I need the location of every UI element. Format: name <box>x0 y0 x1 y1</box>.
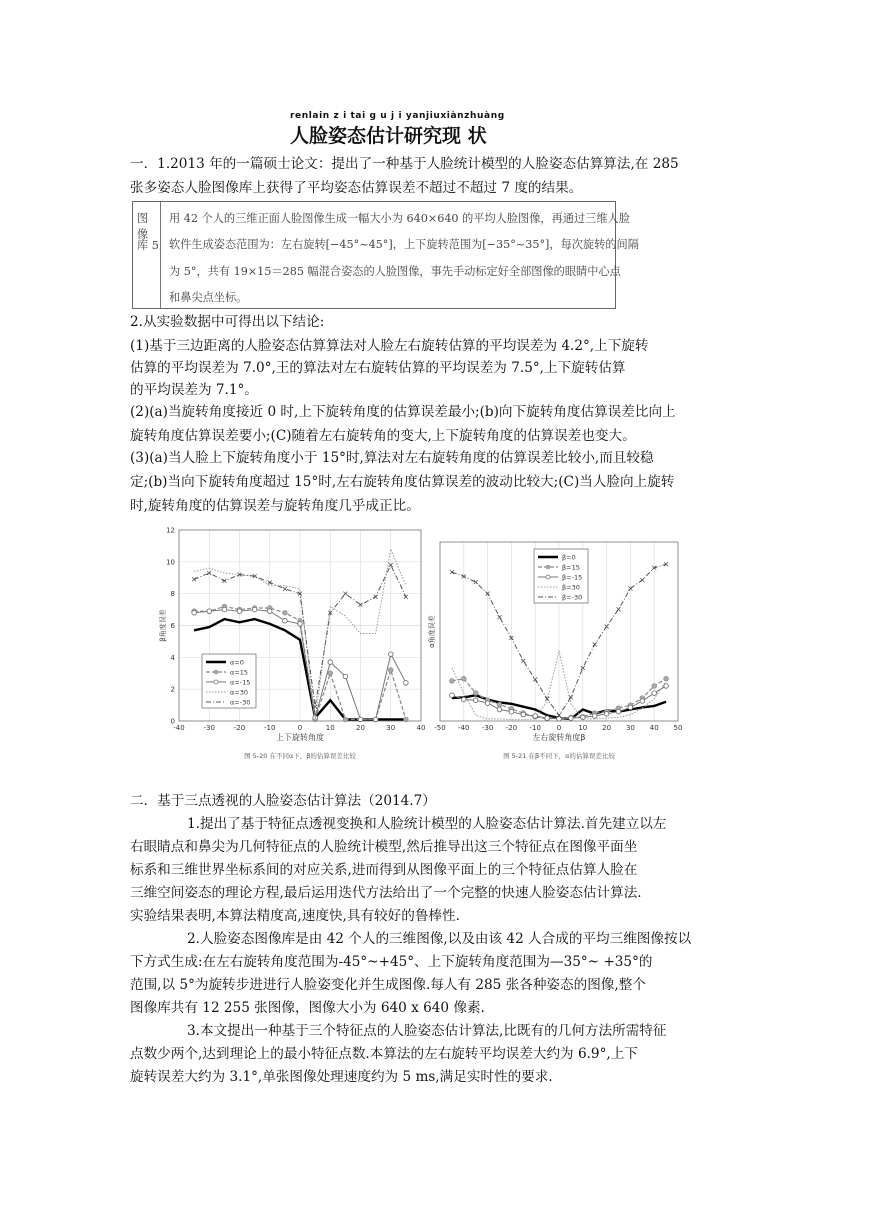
figure-charts <box>159 524 700 769</box>
table-label-line: 库 5 <box>137 239 159 252</box>
data-point <box>462 697 467 702</box>
data-point <box>404 681 409 686</box>
x-axis-label: 上下旋转角度 <box>276 733 324 742</box>
section2-line: 1.提出了基于特征点透视变换和人脸统计模型的人脸姿态估计算法.首先建立以左 <box>187 816 667 832</box>
table-text-line: 和鼻尖点坐标。 <box>169 291 248 304</box>
section2-heading: 二．基于三点透视的人脸姿态估计算法（2014.7） <box>130 793 436 809</box>
data-point <box>533 714 538 719</box>
legend-label: β=-30 <box>562 593 583 602</box>
data-point <box>283 587 287 591</box>
table-text-line: 用 42 个人的三维正面人脸图像生成一幅大小为 640×640 的平均人脸图像，再通过三维人脸 <box>169 212 630 225</box>
data-point <box>640 578 644 582</box>
y-tick-label: 0 <box>170 717 175 726</box>
data-point <box>192 610 197 615</box>
data-point <box>328 660 333 665</box>
dataset-table <box>132 201 639 309</box>
data-point <box>374 595 378 599</box>
data-point <box>252 607 257 612</box>
y-tick-label: 2 <box>170 685 175 694</box>
y-axis-label: β角度误差 <box>159 609 167 642</box>
figure-caption: 图 5-20 在不同α下，β的估算误差比较 <box>244 752 356 760</box>
x-tick-label: -40 <box>458 724 470 732</box>
x-tick-label: 50 <box>673 724 683 732</box>
x-tick-label: -20 <box>233 724 246 732</box>
section2-line: 右眼睛点和鼻尖为几何特征点的人脸统计模型,然后推导出这三个特征点在图像平面坐 <box>130 839 638 855</box>
data-point <box>545 716 550 721</box>
data-point <box>282 610 287 615</box>
legend-marker <box>214 680 218 684</box>
x-tick-label: 30 <box>625 724 635 732</box>
table-text-line: 软件生成姿态范围为：左右旋转[−45°~45°]，上下旋转范围为[−35°~35°]，每次旋转的间隔 <box>169 238 639 251</box>
data-point <box>298 622 303 627</box>
data-point <box>592 714 597 719</box>
section1-line: 一．1.2013 年的一篇硕士论文：提出了一种基于人脸统计模型的人脸姿态估算算法,在 285 <box>130 156 679 172</box>
data-point <box>267 609 272 614</box>
data-point <box>450 570 454 574</box>
x-tick-label: 40 <box>649 724 659 732</box>
data-point <box>604 712 609 717</box>
x-tick-label: 0 <box>297 724 303 732</box>
x-tick-label: 20 <box>356 724 365 732</box>
x-tick-label: -30 <box>203 724 215 732</box>
x-tick-label: -30 <box>481 724 494 732</box>
data-point <box>207 609 212 614</box>
data-point <box>388 668 393 673</box>
conclusion-line: 2.从实验数据中可得出以下结论: <box>130 314 325 330</box>
data-point <box>628 705 633 710</box>
figure-caption: 图 5-21 在β不同下，α的估算误差比较 <box>503 752 615 760</box>
legend-label: α=-15 <box>230 678 251 687</box>
data-point <box>593 642 597 646</box>
x-tick-label: 20 <box>602 724 612 732</box>
x-tick-label: -20 <box>505 724 518 732</box>
data-point <box>509 709 514 714</box>
data-point <box>497 702 502 707</box>
section2-line: 实验结果表明,本算法精度高,速度快,具有较好的鲁棒性. <box>130 908 460 924</box>
data-point <box>521 712 526 717</box>
data-point <box>358 717 363 722</box>
x-tick-label: 10 <box>578 724 588 732</box>
data-point <box>343 674 348 679</box>
data-point <box>403 717 408 722</box>
data-point <box>521 659 525 663</box>
data-point <box>237 609 242 614</box>
page-title: 人脸姿态估计研究现 状 <box>290 125 487 147</box>
section2-line: 旋转误差大约为 3.1°,单张图像处理速度约为 5 ms,满足实时性的要求. <box>130 1069 553 1085</box>
data-point <box>652 684 657 689</box>
y-axis-label: α角度误差 <box>428 615 436 648</box>
table-label-line: 图 像 <box>137 212 149 241</box>
y-tick-label: 6 <box>170 622 175 630</box>
data-point <box>640 699 645 704</box>
data-point <box>473 691 478 696</box>
conclusion-line: 旋转角度估算误差要小;(C)随着左右旋转角的变大,上下旋转角度的估算误差也变大。 <box>130 428 636 444</box>
data-point <box>388 652 393 657</box>
legend-label: β=30 <box>562 583 580 592</box>
section2-line: 下方式生成:在左右旋转角度范围为-45°~+45°、上下旋转角度范围为—35°~ +35°的 <box>130 954 653 970</box>
data-point <box>569 695 573 699</box>
section2-line: 标系和三维世界坐标系间的对应关系,进而得到从图像平面上的三个特征点估算人脸在 <box>130 862 638 878</box>
section2-line: 范围,以 5°为旋转步进进行人脸姿变化并生成图像.每人有 285 张各种姿态的图像,整个 <box>130 977 646 993</box>
table-text-line: 为 5°，共有 19×15＝285 幅混合姿态的人脸图像，事先手动标定好全部图像的眼睛中心点 <box>169 265 621 278</box>
section2-line: 2.人脸姿态图像库是由 42 个人的三维图像,以及由该 42 人合成的平均三维图像按以 <box>187 931 692 947</box>
legend-marker <box>214 670 218 674</box>
data-point <box>450 693 455 698</box>
data-point <box>664 676 669 681</box>
data-point <box>461 676 466 681</box>
table-label-cell <box>133 202 161 308</box>
pinyin-annotation: renlain z i tai g u j i yanjiuxiànzhuàng <box>290 111 505 121</box>
x-tick-label: 0 <box>556 724 562 732</box>
data-point <box>192 577 196 581</box>
y-tick-label: 10 <box>166 558 175 567</box>
legend-label: α=-30 <box>230 698 251 707</box>
legend-marker <box>546 565 550 569</box>
data-point <box>569 716 574 721</box>
legend-marker <box>546 575 550 579</box>
data-point <box>617 607 621 611</box>
data-point <box>404 595 408 599</box>
x-tick-label: -50 <box>434 724 446 732</box>
data-point <box>497 707 502 712</box>
legend-label: β=15 <box>562 563 580 572</box>
x-tick-label: -10 <box>264 724 276 732</box>
data-point <box>474 580 478 584</box>
conclusion-line: (3)(a)当人脸上下旋转角度小于 15°时,算法对左右旋转角度的估算误差比较小,而且较稳 <box>130 450 654 466</box>
x-tick-label: 10 <box>325 724 335 732</box>
legend-label: β=0 <box>562 553 576 562</box>
x-tick-label: -40 <box>173 724 185 732</box>
section2-line: 图像库共有 12 255 张图像，图像大小为 640 x 640 像素. <box>130 1000 485 1016</box>
data-point <box>652 691 657 696</box>
conclusion-line: 定;(b)当向下旋转角度超过 15°时,左右旋转角度估算误差的波动比较大;(C)当人脸向上旋转 <box>130 474 675 490</box>
y-tick-label: 8 <box>170 590 175 599</box>
legend-label: α=15 <box>230 668 249 677</box>
data-point <box>498 615 502 619</box>
section2-line: 点数少两个,达到理论上的最小特征点数.本算法的左右旋转平均误差大约为 6.9°,上下 <box>130 1046 638 1062</box>
y-tick-label: 12 <box>166 526 175 535</box>
x-tick-label: 40 <box>416 724 426 732</box>
legend-label: β=-15 <box>562 573 583 582</box>
legend-label: α=30 <box>230 688 249 697</box>
data-point <box>373 717 378 722</box>
x-tick-label: 30 <box>386 724 396 732</box>
x-tick-label: -10 <box>529 724 541 732</box>
data-point <box>343 717 348 722</box>
x-axis-label: 左右旋转角度β <box>532 733 586 742</box>
y-tick-label: 4 <box>170 653 175 662</box>
conclusion-line: 时,旋转角度的估算误差与旋转角度几乎成正比。 <box>130 498 420 514</box>
data-point <box>473 698 478 703</box>
conclusion-line: (2)(a)当旋转角度接近 0 时,上下旋转角度的估算误差最小;(b)向下旋转角度估算误差比向上 <box>130 404 676 420</box>
data-point <box>222 607 227 612</box>
data-point <box>222 579 226 583</box>
conclusion-line: 估算的平均误差为 7.0°,王的算法对左右旋转估算的平均误差为 7.5°,上下旋转估算 <box>130 360 626 376</box>
conclusion-line: (1)基于三边距离的人脸姿态估算算法对人脸左右旋转估算的平均误差为 4.2°,上下旋转 <box>130 338 649 354</box>
data-point <box>283 618 288 623</box>
legend-label: α=0 <box>230 658 244 667</box>
data-point <box>616 709 621 714</box>
data-point <box>328 671 333 676</box>
data-point <box>664 684 669 689</box>
conclusion-line: 的平均误差为 7.1°。 <box>130 382 258 398</box>
data-point <box>485 701 490 706</box>
section2-line: 三维空间姿态的理论方程,最后运用迭代方法给出了一个完整的快速人脸姿态估计算法. <box>130 885 642 901</box>
section1-line: 张多姿态人脸图像库上获得了平均姿态估算误差不超过不超过 7 度的结果。 <box>130 180 583 196</box>
section2-line: 3.本文提出一种基于三个特征点的人脸姿态估计算法,比既有的几何方法所需特征 <box>187 1023 667 1039</box>
data-point <box>450 679 455 684</box>
